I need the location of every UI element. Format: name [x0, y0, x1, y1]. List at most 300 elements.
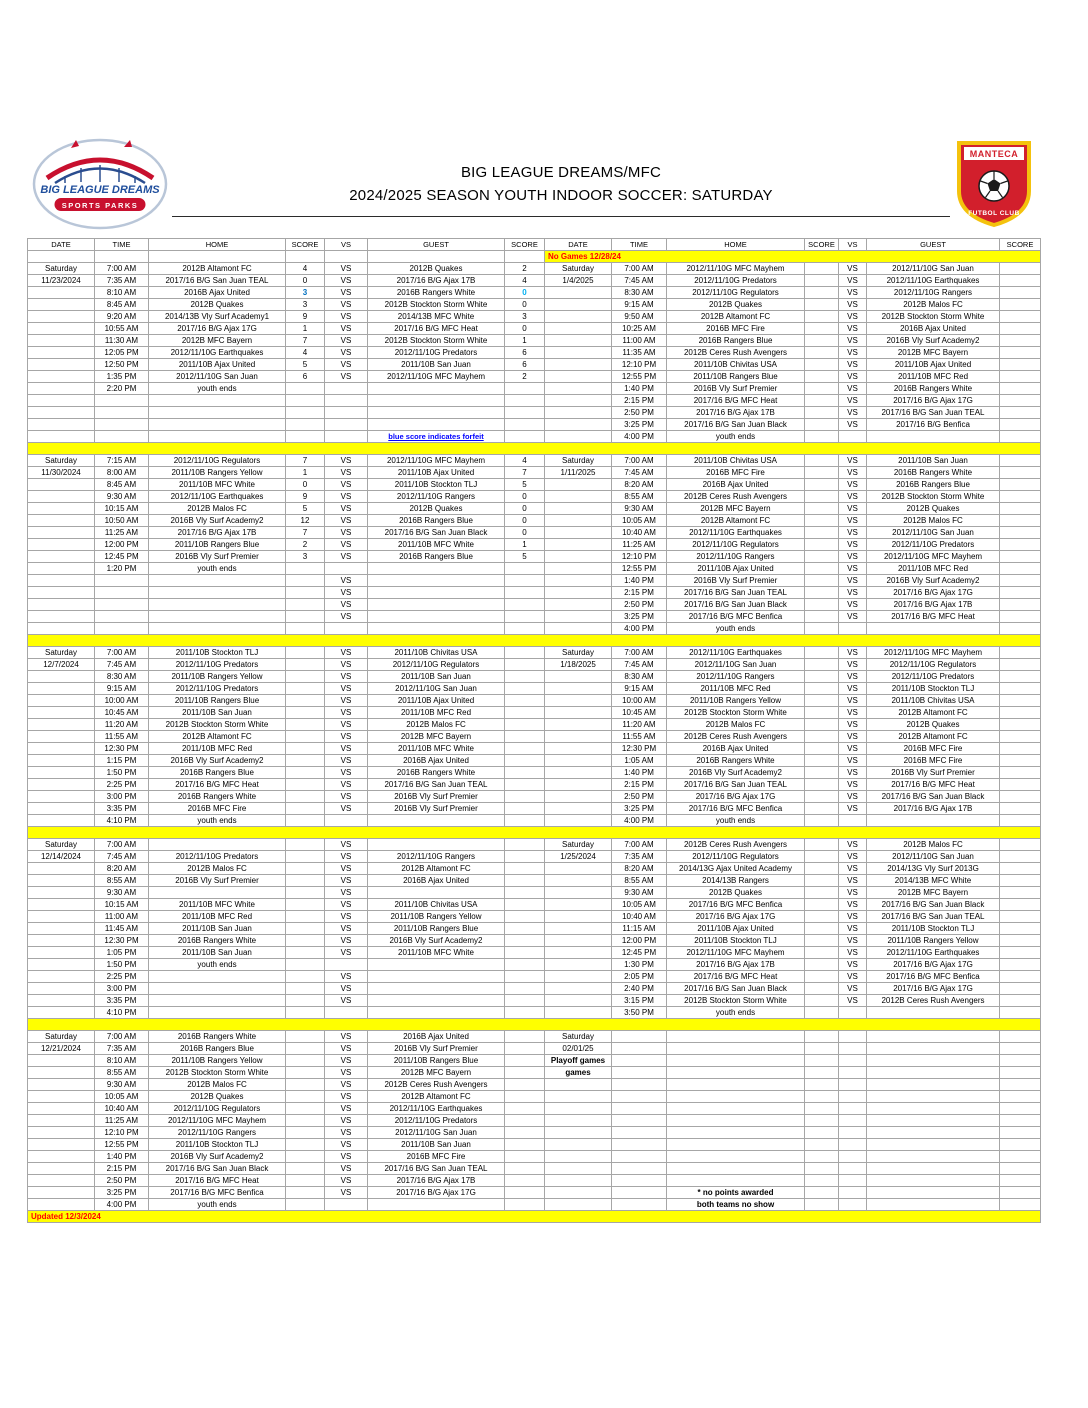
- right-vs-cell: VS: [839, 971, 867, 983]
- left-date-cell: [28, 359, 95, 371]
- right-guest-score-cell: [1000, 491, 1041, 503]
- left-home-score-cell: 3: [286, 287, 325, 299]
- right-home-cell: 2017/16 B/G Ajax 17G: [667, 911, 805, 923]
- left-guest-score-cell: [505, 971, 545, 983]
- right-home-cell: 2012B Quakes: [667, 299, 805, 311]
- left-guest-cell: 2012B Ceres Rush Avengers: [368, 1079, 505, 1091]
- left-home-cell: 2017/16 B/G MFC Benfica: [149, 1187, 286, 1199]
- left-guest-score-cell: [505, 563, 545, 575]
- left-guest-cell: 2017/16 B/G Ajax 17G: [368, 1187, 505, 1199]
- right-vs-cell: [839, 623, 867, 635]
- game-row: [28, 1031, 1041, 1043]
- left-time-cell: 10:15 AM: [95, 503, 149, 515]
- left-home-cell: 2017/16 B/G Ajax 17B: [149, 527, 286, 539]
- manteca-logo-text: MANTECA: [969, 149, 1019, 159]
- right-guest-score-cell: [1000, 431, 1041, 443]
- right-home-score-cell: [805, 923, 839, 935]
- left-date-cell: [28, 251, 95, 263]
- right-date-cell: [545, 1103, 612, 1115]
- right-guest-score-cell: [1000, 1151, 1041, 1163]
- left-home-cell: 2012B Quakes: [149, 299, 286, 311]
- right-home-score-cell: [805, 803, 839, 815]
- left-vs-cell: [325, 383, 368, 395]
- right-guest-cell: 2016B Rangers White: [867, 467, 1000, 479]
- left-home-score-cell: [286, 659, 325, 671]
- right-guest-score-cell: [1000, 803, 1041, 815]
- left-guest-cell: 2012B Malos FC: [368, 719, 505, 731]
- right-date-cell: [545, 551, 612, 563]
- left-guest-cell: 2011/10B San Juan: [368, 671, 505, 683]
- left-home-score-cell: 3: [286, 299, 325, 311]
- right-date-cell: Playoff games: [545, 1055, 612, 1067]
- left-vs-cell: VS: [325, 347, 368, 359]
- right-vs-cell: [839, 1127, 867, 1139]
- separator-cell: [28, 443, 1041, 455]
- left-home-score-cell: [286, 1127, 325, 1139]
- right-time-cell: [612, 1139, 667, 1151]
- left-home-score-cell: [286, 1079, 325, 1091]
- right-vs-cell: VS: [839, 647, 867, 659]
- left-vs-cell: VS: [325, 803, 368, 815]
- right-time-cell: 1:40 PM: [612, 767, 667, 779]
- left-guest-cell: [368, 611, 505, 623]
- left-home-cell: 2016B Ajax United: [149, 287, 286, 299]
- right-home-cell: 2017/16 B/G MFC Heat: [667, 971, 805, 983]
- right-home-cell: 2012B Quakes: [667, 887, 805, 899]
- left-guest-score-cell: [505, 1067, 545, 1079]
- left-time-cell: 12:50 PM: [95, 359, 149, 371]
- left-home-score-cell: [286, 875, 325, 887]
- left-date-cell: [28, 1163, 95, 1175]
- left-home-score-cell: 12: [286, 515, 325, 527]
- game-row: [28, 515, 1041, 527]
- left-home-cell: 2016B Rangers White: [149, 935, 286, 947]
- right-guest-cell: 2012B Altamont FC: [867, 707, 1000, 719]
- right-home-score-cell: [805, 959, 839, 971]
- game-row: [28, 791, 1041, 803]
- left-home-cell: [149, 407, 286, 419]
- right-date-cell: 1/18/2025: [545, 659, 612, 671]
- right-guest-cell: [867, 1175, 1000, 1187]
- left-home-cell: 2012/11/10G Predators: [149, 659, 286, 671]
- left-vs-cell: [325, 815, 368, 827]
- left-home-cell: 2012B Altamont FC: [149, 731, 286, 743]
- right-vs-cell: VS: [839, 683, 867, 695]
- right-date-cell: 1/25/2024: [545, 851, 612, 863]
- game-row: [28, 743, 1041, 755]
- left-vs-cell: VS: [325, 599, 368, 611]
- left-date-cell: [28, 743, 95, 755]
- right-time-cell: 11:00 AM: [612, 335, 667, 347]
- game-row: [28, 647, 1041, 659]
- left-vs-cell: [325, 563, 368, 575]
- left-guest-cell: 2012/11/10G Rangers: [368, 851, 505, 863]
- right-date-cell: [545, 731, 612, 743]
- right-guest-score-cell: [1000, 407, 1041, 419]
- left-vs-cell: VS: [325, 911, 368, 923]
- game-row: [28, 1199, 1041, 1211]
- right-home-score-cell: [805, 311, 839, 323]
- right-guest-cell: [867, 1031, 1000, 1043]
- left-guest-score-cell: [505, 623, 545, 635]
- right-guest-cell: 2012B Quakes: [867, 503, 1000, 515]
- left-vs-cell: VS: [325, 839, 368, 851]
- right-home-score-cell: [805, 815, 839, 827]
- left-date-cell: [28, 1175, 95, 1187]
- right-home-score-cell: [805, 323, 839, 335]
- right-home-score-cell: [805, 467, 839, 479]
- left-vs-cell: [325, 1007, 368, 1019]
- right-time-cell: 11:25 AM: [612, 539, 667, 551]
- left-guest-score-cell: 0: [505, 491, 545, 503]
- right-home-score-cell: [805, 299, 839, 311]
- updated-note: Updated 12/3/2024: [28, 1211, 1041, 1223]
- left-time-cell: 11:20 AM: [95, 719, 149, 731]
- left-time-cell: 12:05 PM: [95, 347, 149, 359]
- right-guest-score-cell: [1000, 1079, 1041, 1091]
- left-date-cell: [28, 935, 95, 947]
- right-time-cell: 9:30 AM: [612, 887, 667, 899]
- schedule-table-wrap: [27, 238, 1042, 1223]
- left-date-cell: [28, 707, 95, 719]
- left-date-cell: [28, 1103, 95, 1115]
- right-time-cell: 2:50 PM: [612, 791, 667, 803]
- left-guest-cell: 2012/11/10G Regulators: [368, 659, 505, 671]
- left-vs-cell: VS: [325, 683, 368, 695]
- left-date-cell: [28, 371, 95, 383]
- left-guest-cell: 2012B MFC Bayern: [368, 1067, 505, 1079]
- game-row: [28, 335, 1041, 347]
- game-row: [28, 1187, 1041, 1199]
- left-guest-score-cell: [505, 935, 545, 947]
- right-guest-cell: [867, 431, 1000, 443]
- left-home-cell: [149, 575, 286, 587]
- right-guest-score-cell: [1000, 335, 1041, 347]
- left-guest-score-cell: 0: [505, 287, 545, 299]
- left-vs-cell: [325, 1199, 368, 1211]
- left-vs-cell: VS: [325, 479, 368, 491]
- left-guest-cell: 2011/10B Chivitas USA: [368, 899, 505, 911]
- left-home-cell: [149, 839, 286, 851]
- right-home-score-cell: [805, 287, 839, 299]
- left-home-cell: 2011/10B MFC White: [149, 479, 286, 491]
- right-guest-score-cell: [1000, 371, 1041, 383]
- left-home-cell: 2012B Malos FC: [149, 1079, 286, 1091]
- right-time-cell: [612, 1163, 667, 1175]
- right-guest-cell: 2016B MFC Fire: [867, 743, 1000, 755]
- game-row: [28, 383, 1041, 395]
- left-guest-cell: 2016B Vly Surf Academy2: [368, 935, 505, 947]
- left-home-cell: [149, 983, 286, 995]
- right-time-cell: 2:05 PM: [612, 971, 667, 983]
- game-row: [28, 1043, 1041, 1055]
- game-row: [28, 323, 1041, 335]
- left-home-score-cell: [286, 395, 325, 407]
- right-vs-cell: [839, 1151, 867, 1163]
- right-guest-cell: 2012/11/10G MFC Mayhem: [867, 551, 1000, 563]
- right-guest-score-cell: [1000, 323, 1041, 335]
- right-home-score-cell: [805, 491, 839, 503]
- right-guest-score-cell: [1000, 275, 1041, 287]
- right-date-cell: [545, 383, 612, 395]
- right-guest-score-cell: [1000, 611, 1041, 623]
- right-time-cell: 8:30 AM: [612, 671, 667, 683]
- left-time-cell: 9:30 AM: [95, 491, 149, 503]
- left-guest-cell: 2011/10B San Juan: [368, 1139, 505, 1151]
- right-date-cell: [545, 683, 612, 695]
- left-time-cell: 4:00 PM: [95, 1199, 149, 1211]
- right-vs-cell: [839, 1139, 867, 1151]
- right-guest-cell: 2011/10B Rangers Yellow: [867, 935, 1000, 947]
- left-guest-score-cell: 3: [505, 311, 545, 323]
- left-home-score-cell: [286, 995, 325, 1007]
- right-home-score-cell: [805, 887, 839, 899]
- right-home-score-cell: [805, 731, 839, 743]
- right-home-score-cell: [805, 683, 839, 695]
- left-home-score-cell: [286, 611, 325, 623]
- right-vs-cell: VS: [839, 791, 867, 803]
- right-guest-cell: 2012/11/10G Predators: [867, 671, 1000, 683]
- left-date-cell: [28, 1091, 95, 1103]
- left-home-score-cell: [286, 1139, 325, 1151]
- right-home-cell: 2012B Ceres Rush Avengers: [667, 347, 805, 359]
- right-home-score-cell: [805, 371, 839, 383]
- right-date-cell: [545, 575, 612, 587]
- right-vs-cell: VS: [839, 959, 867, 971]
- left-date-cell: [28, 431, 95, 443]
- left-vs-cell: VS: [325, 1139, 368, 1151]
- left-guest-score-cell: 2: [505, 371, 545, 383]
- left-guest-score-cell: 6: [505, 359, 545, 371]
- right-vs-cell: VS: [839, 851, 867, 863]
- left-guest-cell: [368, 383, 505, 395]
- left-vs-cell: VS: [325, 299, 368, 311]
- right-guest-cell: 2017/16 B/G Ajax 17B: [867, 599, 1000, 611]
- right-guest-cell: [867, 1115, 1000, 1127]
- left-vs-cell: VS: [325, 587, 368, 599]
- left-guest-score-cell: [505, 695, 545, 707]
- right-guest-score-cell: [1000, 1115, 1041, 1127]
- left-home-score-cell: [286, 1007, 325, 1019]
- left-home-cell: [149, 599, 286, 611]
- right-guest-score-cell: [1000, 743, 1041, 755]
- left-vs-cell: VS: [325, 611, 368, 623]
- right-guest-score-cell: [1000, 647, 1041, 659]
- right-time-cell: [612, 1043, 667, 1055]
- right-time-cell: [612, 1055, 667, 1067]
- left-home-cell: 2012/11/10G Regulators: [149, 1103, 286, 1115]
- right-vs-cell: VS: [839, 335, 867, 347]
- right-date-cell: [545, 1187, 612, 1199]
- right-guest-header: GUEST: [867, 239, 1000, 251]
- right-time-cell: 1:40 PM: [612, 575, 667, 587]
- right-date-header: DATE: [545, 239, 612, 251]
- right-home-cell: 2011/10B Stockton TLJ: [667, 935, 805, 947]
- left-vs-cell: VS: [325, 767, 368, 779]
- left-home-cell: [149, 587, 286, 599]
- right-date-cell: [545, 863, 612, 875]
- right-guest-score-cell: [1000, 887, 1041, 899]
- right-guest-score-cell: [1000, 311, 1041, 323]
- right-home-score-cell: [805, 983, 839, 995]
- left-guest-cell: 2012/11/10G San Juan: [368, 683, 505, 695]
- right-home-cell: youth ends: [667, 623, 805, 635]
- left-time-cell: [95, 395, 149, 407]
- left-home-score-cell: [286, 671, 325, 683]
- left-home-score-cell: [286, 755, 325, 767]
- right-date-cell: [545, 491, 612, 503]
- game-row: [28, 1007, 1041, 1019]
- left-guest-score-cell: [505, 983, 545, 995]
- right-home-cell: 2011/10B MFC Red: [667, 683, 805, 695]
- right-date-cell: [545, 515, 612, 527]
- left-home-cell: 2016B Vly Surf Premier: [149, 551, 286, 563]
- left-time-cell: 7:00 AM: [95, 647, 149, 659]
- left-guest-cell: 2012/11/10G San Juan: [368, 1127, 505, 1139]
- game-row: [28, 1079, 1041, 1091]
- game-row: [28, 1163, 1041, 1175]
- right-vs-cell: VS: [839, 923, 867, 935]
- right-date-cell: [545, 623, 612, 635]
- right-time-cell: 3:25 PM: [612, 803, 667, 815]
- left-guest-cell: [368, 983, 505, 995]
- separator-cell: [28, 635, 1041, 647]
- left-time-cell: 7:35 AM: [95, 1043, 149, 1055]
- left-time-cell: 4:10 PM: [95, 1007, 149, 1019]
- right-guest-score-cell: [1000, 779, 1041, 791]
- right-vs-cell: VS: [839, 419, 867, 431]
- right-vs-cell: VS: [839, 731, 867, 743]
- game-row: [28, 995, 1041, 1007]
- left-guest-cell: 2011/10B MFC White: [368, 947, 505, 959]
- left-time-cell: 3:25 PM: [95, 1187, 149, 1199]
- left-guest-score-cell: [505, 911, 545, 923]
- left-vs-cell: VS: [325, 743, 368, 755]
- left-home-score-cell: [286, 1115, 325, 1127]
- left-home-cell: [149, 395, 286, 407]
- right-home-cell: 2016B MFC Fire: [667, 467, 805, 479]
- right-home-cell: 2012/11/10G Regulators: [667, 287, 805, 299]
- right-guest-score-cell: [1000, 359, 1041, 371]
- left-home-score-cell: [286, 575, 325, 587]
- right-time-cell: 2:15 PM: [612, 587, 667, 599]
- left-home-score-cell: [286, 719, 325, 731]
- game-row: [28, 923, 1041, 935]
- left-home-score-cell: [286, 911, 325, 923]
- left-home-cell: 2011/10B Rangers Yellow: [149, 1055, 286, 1067]
- right-home-cell: 2016B Ajax United: [667, 479, 805, 491]
- right-guest-score-cell: [1000, 719, 1041, 731]
- right-vs-cell: [839, 1043, 867, 1055]
- right-guest-score-cell: [1000, 287, 1041, 299]
- right-date-cell: 1/11/2025: [545, 467, 612, 479]
- left-date-cell: [28, 1139, 95, 1151]
- left-guest-score-cell: [505, 707, 545, 719]
- right-date-cell: [545, 299, 612, 311]
- right-date-cell: [545, 671, 612, 683]
- right-vs-cell: VS: [839, 503, 867, 515]
- left-home-cell: [149, 623, 286, 635]
- left-time-cell: 7:35 AM: [95, 275, 149, 287]
- game-row: [28, 947, 1041, 959]
- right-guest-cell: 2012B Malos FC: [867, 299, 1000, 311]
- left-home-cell: 2012/11/10G Rangers: [149, 1127, 286, 1139]
- right-home-score-cell: [805, 1103, 839, 1115]
- right-date-cell: [545, 311, 612, 323]
- game-row: [28, 839, 1041, 851]
- left-home-cell: 2011/10B Stockton TLJ: [149, 1139, 286, 1151]
- right-time-cell: 10:05 AM: [612, 899, 667, 911]
- left-date-cell: [28, 311, 95, 323]
- right-vs-cell: VS: [839, 371, 867, 383]
- right-date-cell: [545, 347, 612, 359]
- right-date-cell: [545, 479, 612, 491]
- right-home-cell: 2017/16 B/G Ajax 17B: [667, 959, 805, 971]
- left-vs-cell: VS: [325, 695, 368, 707]
- left-date-cell: [28, 899, 95, 911]
- left-home-score-cell: [286, 1031, 325, 1043]
- right-guest-cell: 2012B Quakes: [867, 719, 1000, 731]
- left-vs-cell: VS: [325, 1103, 368, 1115]
- left-vs-cell: VS: [325, 1079, 368, 1091]
- right-guest-cell: 2012/11/10G Predators: [867, 539, 1000, 551]
- left-time-cell: 9:30 AM: [95, 1079, 149, 1091]
- right-time-cell: 8:55 AM: [612, 875, 667, 887]
- left-guest-score-cell: [505, 947, 545, 959]
- right-time-cell: [612, 1199, 667, 1211]
- right-guest-cell: 2016B Rangers Blue: [867, 479, 1000, 491]
- left-date-cell: Saturday: [28, 647, 95, 659]
- right-date-cell: [545, 971, 612, 983]
- right-home-score-cell: [805, 1091, 839, 1103]
- left-home-score-cell: [286, 1043, 325, 1055]
- left-guest-cell: 2012/11/10G Rangers: [368, 491, 505, 503]
- left-guest-score-cell: 0: [505, 323, 545, 335]
- right-guest-cell: 2017/16 B/G MFC Heat: [867, 611, 1000, 623]
- left-vs-cell: VS: [325, 875, 368, 887]
- right-home-cell: youth ends: [667, 1007, 805, 1019]
- left-time-header: TIME: [95, 239, 149, 251]
- left-vs-cell: VS: [325, 455, 368, 467]
- left-guest-cell: 2017/16 B/G San Juan TEAL: [368, 1163, 505, 1175]
- left-guest-score-cell: 6: [505, 347, 545, 359]
- right-home-score-cell: [805, 359, 839, 371]
- left-time-cell: 2:25 PM: [95, 779, 149, 791]
- right-date-cell: [545, 419, 612, 431]
- left-date-cell: [28, 803, 95, 815]
- right-date-cell: [545, 323, 612, 335]
- left-guest-score-cell: [505, 1091, 545, 1103]
- left-time-cell: 4:10 PM: [95, 815, 149, 827]
- right-date-cell: [545, 1115, 612, 1127]
- right-guest-score-cell: [1000, 875, 1041, 887]
- left-vs-cell: VS: [325, 287, 368, 299]
- right-guest-cell: [867, 1091, 1000, 1103]
- left-guest-score-cell: [505, 671, 545, 683]
- left-guest-cell: [368, 959, 505, 971]
- left-guest-score-cell: [505, 779, 545, 791]
- left-vs-cell: VS: [325, 1187, 368, 1199]
- right-time-cell: 7:00 AM: [612, 263, 667, 275]
- right-vs-cell: [839, 1103, 867, 1115]
- right-time-cell: 2:50 PM: [612, 599, 667, 611]
- right-home-score-cell: [805, 479, 839, 491]
- right-guest-score-cell: [1000, 695, 1041, 707]
- right-home-score-cell: [805, 899, 839, 911]
- left-vs-cell: VS: [325, 971, 368, 983]
- left-date-cell: [28, 587, 95, 599]
- left-time-cell: 12:55 PM: [95, 1139, 149, 1151]
